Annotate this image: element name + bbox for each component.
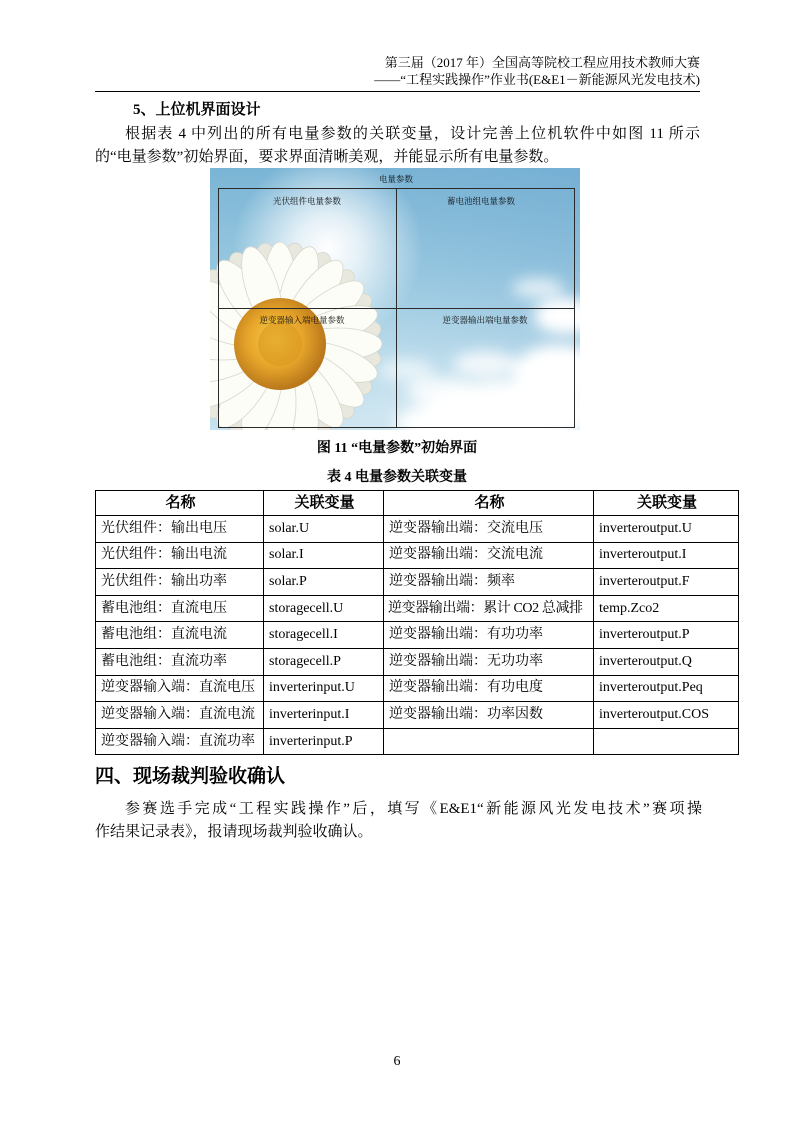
table-cell-variable: inverteroutput.Peq bbox=[594, 675, 739, 702]
table-cell-name: 逆变器输出端：交流电流 bbox=[384, 542, 594, 569]
table-row bbox=[96, 728, 739, 755]
figure-ui-screenshot bbox=[210, 168, 580, 430]
table-cell-variable: storagecell.P bbox=[264, 648, 384, 675]
table-cell-name: 蓄电池组：直流电压 bbox=[96, 595, 264, 622]
header-title: 第三届（2017 年）全国高等院校工程应用技术教师大赛 bbox=[384, 55, 700, 70]
table-row bbox=[96, 542, 739, 569]
table-row bbox=[96, 702, 739, 729]
table-row bbox=[96, 595, 739, 622]
table-cell-variable: inverteroutput.COS bbox=[594, 702, 739, 729]
table-header-row bbox=[96, 491, 739, 516]
table-cell-name: 逆变器输出端：交流电压 bbox=[384, 516, 594, 543]
column-header-name: 名称 bbox=[96, 491, 264, 516]
table-cell-name bbox=[384, 728, 594, 755]
parameter-variable-table bbox=[95, 490, 739, 755]
daisy-inner-center bbox=[258, 322, 302, 366]
table-cell-variable: solar.I bbox=[264, 542, 384, 569]
table-row bbox=[96, 675, 739, 702]
cloud bbox=[378, 359, 434, 381]
cloud bbox=[512, 278, 564, 298]
table-cell-name: 逆变器输入端：直流电流 bbox=[96, 702, 264, 729]
header-subtitle: ——“工程实践操作”作业书(E&E1－新能源风光发电技术) bbox=[374, 72, 700, 87]
column-header-name: 名称 bbox=[384, 491, 594, 516]
paragraph-line: 的“电量参数”初始界面，要求界面清晰美观，并能显示所有电量参数。 bbox=[95, 149, 559, 165]
table-row bbox=[96, 516, 739, 543]
table-caption: 表 4 电量参数关联变量 bbox=[327, 470, 467, 485]
table-cell-variable: inverteroutput.U bbox=[594, 516, 739, 543]
table-cell-variable: solar.U bbox=[264, 516, 384, 543]
panel-label-inverter-output: 逆变器输出端电量参数 bbox=[442, 315, 528, 325]
table-cell-name: 逆变器输出端：有功功率 bbox=[384, 622, 594, 649]
cloud bbox=[407, 378, 477, 406]
page-number: 6 bbox=[393, 1054, 401, 1069]
paragraph-line: 参赛选手完成“工程实践操作”后，填写《E&E1“新能源风光发电技术”赛项操 bbox=[125, 801, 702, 817]
table-cell-name: 逆变器输出端：累计 CO2 总减排 bbox=[384, 595, 594, 622]
table-cell-variable: inverterinput.U bbox=[264, 675, 384, 702]
panel-label-battery: 蓄电池组电量参数 bbox=[446, 196, 516, 206]
table-cell-name: 逆变器输出端：有功电度 bbox=[384, 675, 594, 702]
section-heading-acceptance: 四、现场裁判验收确认 bbox=[95, 766, 286, 787]
paragraph-line: 作结果记录表》，报请现场裁判验收确认。 bbox=[95, 824, 373, 840]
table-cell-variable: inverteroutput.F bbox=[594, 569, 739, 596]
header-rule bbox=[95, 91, 700, 92]
table-cell-name: 蓄电池组：直流电流 bbox=[96, 622, 264, 649]
panel-label-pv: 光伏组件电量参数 bbox=[272, 196, 342, 206]
table-cell-variable: solar.P bbox=[264, 569, 384, 596]
column-header-variable: 关联变量 bbox=[594, 491, 739, 516]
table-row bbox=[96, 622, 739, 649]
table-cell-variable: inverterinput.P bbox=[264, 728, 384, 755]
table-cell-name: 光伏组件：输出电压 bbox=[96, 516, 264, 543]
table-cell-variable: inverterinput.I bbox=[264, 702, 384, 729]
table-row bbox=[96, 569, 739, 596]
table-cell-variable: inverteroutput.P bbox=[594, 622, 739, 649]
table-cell-name: 逆变器输出端：功率因数 bbox=[384, 702, 594, 729]
figure-window-title: 电量参数 bbox=[378, 174, 414, 184]
table-cell-variable: storagecell.I bbox=[264, 622, 384, 649]
figure-caption: 图 11 “电量参数”初始界面 bbox=[316, 441, 478, 456]
table-cell-name: 逆变器输入端：直流功率 bbox=[96, 728, 264, 755]
figure-background bbox=[210, 168, 580, 430]
table-row bbox=[96, 648, 739, 675]
cloud bbox=[453, 351, 517, 377]
table-cell-variable bbox=[594, 728, 739, 755]
table-cell-variable: inverteroutput.Q bbox=[594, 648, 739, 675]
section-heading-ui-design: 5、上位机界面设计 bbox=[133, 102, 261, 118]
table-cell-name: 逆变器输出端：无功功率 bbox=[384, 648, 594, 675]
table-cell-name: 逆变器输入端：直流电压 bbox=[96, 675, 264, 702]
table-cell-name: 光伏组件：输出功率 bbox=[96, 569, 264, 596]
table-cell-variable: temp.Zco2 bbox=[594, 595, 739, 622]
paragraph-line: 根据表 4 中列出的所有电量参数的关联变量，设计完善上位机软件中如图 11 所示 bbox=[125, 126, 700, 142]
table-cell-name: 光伏组件：输出电流 bbox=[96, 542, 264, 569]
panel-label-inverter-input: 逆变器输入端电量参数 bbox=[259, 315, 345, 325]
table-cell-variable: inverteroutput.I bbox=[594, 542, 739, 569]
table-cell-name: 蓄电池组：直流功率 bbox=[96, 648, 264, 675]
table-cell-name: 逆变器输出端：频率 bbox=[384, 569, 594, 596]
column-header-variable: 关联变量 bbox=[264, 491, 384, 516]
table-cell-variable: storagecell.U bbox=[264, 595, 384, 622]
